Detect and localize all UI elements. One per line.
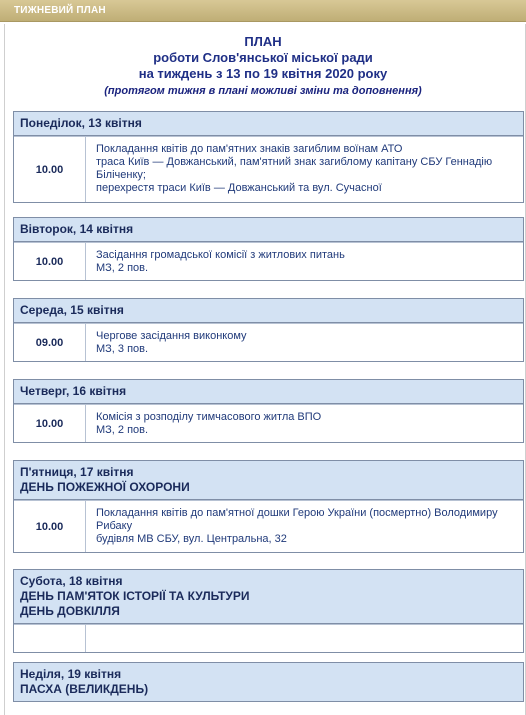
event-line: перехрестя траси Київ — Довжанський та вул. Сучасної (96, 182, 382, 194)
event-row (14, 136, 523, 202)
day-title: Середа, 15 квітня (20, 303, 124, 317)
day-block-friday (13, 460, 524, 553)
event-line: МЗ, 3 пов. (96, 343, 149, 355)
day-block-saturday (13, 569, 524, 653)
event-line: МЗ, 2 пов. (96, 262, 149, 274)
day-title: П'ятниця, 17 квітня (20, 465, 134, 479)
plan-period: на тиждень з 13 по 19 квітня 2020 року (138, 66, 388, 81)
plan-note: (протягом тижня в плані можливі зміни та доповнення) (104, 85, 422, 97)
event-line: МЗ, 2 пов. (96, 424, 149, 436)
event-line: траса Київ — Довжанський, пам'ятний знак загиблому капітану СБУ Геннадію Біліченку; (96, 156, 493, 181)
day-observance: ДЕНЬ ПОЖЕЖНОЇ ОХОРОНИ (20, 480, 190, 494)
day-block-wednesday (13, 298, 524, 362)
event-row (14, 242, 523, 280)
event-time: 09.00 (14, 324, 86, 361)
plan-title: ПЛАН (244, 34, 282, 49)
event-time: 10.00 (14, 405, 86, 442)
day-observance: ПАСХА (ВЕЛИКДЕНЬ) (20, 682, 149, 696)
day-observance: ДЕНЬ ДОВКІЛЛЯ (20, 604, 120, 618)
day-block-tuesday (13, 217, 524, 281)
event-line: Покладання квітів до пам'ятних знаків загиблим воїнам АТО (96, 143, 403, 155)
event-row-empty (14, 624, 523, 652)
event-line: Комісія з розподілу тимчасового житла ВПО (96, 411, 322, 423)
day-header (14, 461, 523, 500)
day-block-sunday (13, 662, 524, 702)
event-line: Чергове засідання виконкому (96, 330, 247, 342)
event-description (86, 501, 523, 552)
day-block-thursday (13, 379, 524, 443)
day-title: Четверг, 16 квітня (20, 384, 127, 398)
day-header (14, 112, 523, 136)
day-title: Понеділок, 13 квітня (20, 116, 142, 130)
event-row (14, 323, 523, 361)
day-header (14, 570, 523, 624)
event-row (14, 404, 523, 442)
day-header (14, 299, 523, 323)
event-description (86, 243, 523, 280)
day-header (14, 218, 523, 242)
day-block-monday (13, 111, 524, 203)
day-header (14, 663, 523, 701)
event-line: Засідання громадської комісії з житлових питань (96, 249, 345, 261)
day-title: Субота, 18 квітня (20, 574, 123, 588)
event-time (14, 625, 86, 652)
event-description (86, 324, 523, 361)
event-description (86, 405, 523, 442)
event-line: Покладання квітів до пам'ятної дошки Герою України (посмертно) Володимиру Рибаку (96, 507, 498, 532)
event-time: 10.00 (14, 501, 86, 552)
day-observance: ДЕНЬ ПАМ'ЯТОК ІСТОРІЇ ТА КУЛЬТУРИ (20, 589, 250, 603)
event-line: будівля МВ СБУ, вул. Центральна, 32 (96, 533, 287, 545)
plan-subtitle: роботи Слов'янської міської ради (153, 50, 373, 65)
panel-header-bar (0, 0, 526, 22)
event-description (86, 137, 523, 202)
day-header (14, 380, 523, 404)
event-time: 10.00 (14, 243, 86, 280)
event-time: 10.00 (14, 137, 86, 202)
day-title: Неділя, 19 квітня (20, 667, 122, 681)
event-description (86, 625, 523, 652)
day-title: Вівторок, 14 квітня (20, 222, 134, 236)
event-row (14, 500, 523, 552)
panel-title: ТИЖНЕВИЙ ПЛАН (14, 5, 106, 16)
